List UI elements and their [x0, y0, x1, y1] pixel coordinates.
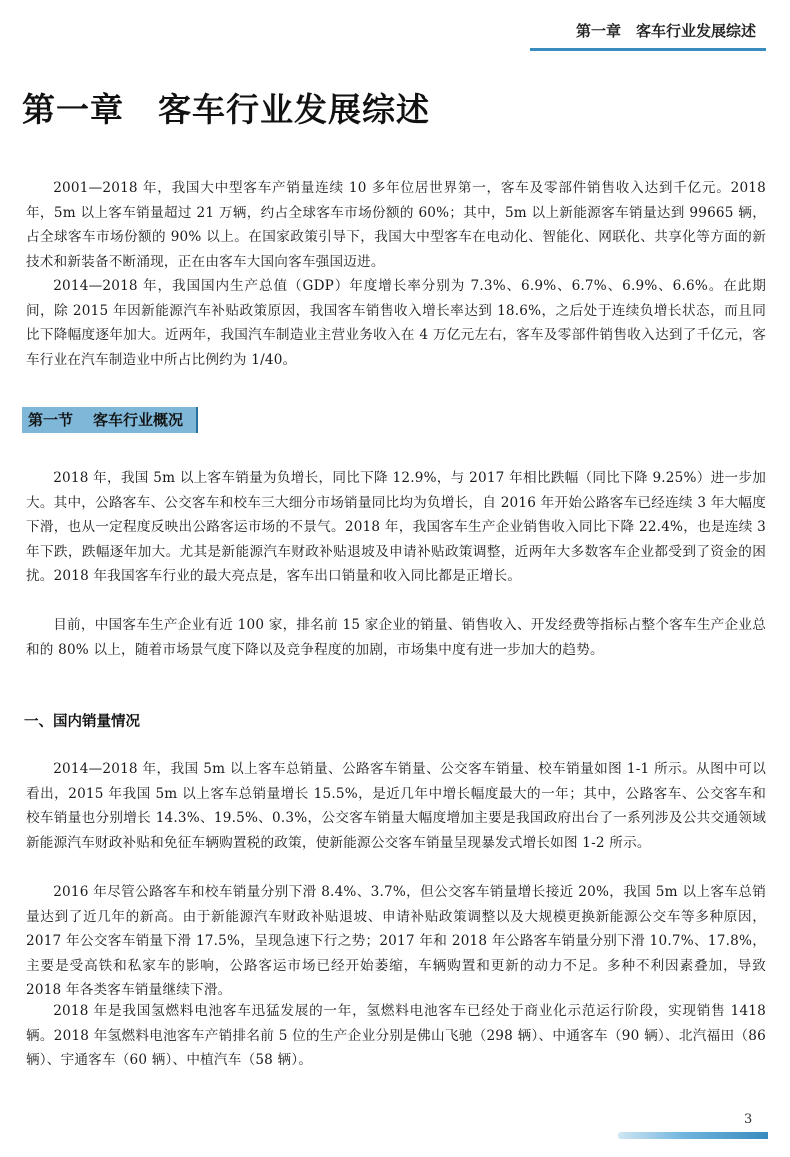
- subsection-heading: 一、国内销量情况: [24, 714, 140, 730]
- page-number: 3: [744, 1112, 753, 1127]
- subsection-paragraph-2: 2016 年尽管公路客车和校车销量分别下滑 8.4%、3.7%，但公交客车销量增长接近 20%，我国 5m 以上客车总销量达到了近几年的新高。由于新能源汽车财政补贴退坡、申请补贴政策调整以及大规模更换新能源公交车等多种原因，2017 年公交客车销量下滑 17.5%，呈现急速下行之势；2017 年和 2018 年公路客车销量分别下滑 10.7%、17.8%，主要是受高铁和私家车的影响，公路客运市场已经开始萎缩，车辆购置和更新的动力不足。多种不利因素叠加，导致 2018 年各类客车销量继续下滑。: [26, 884, 766, 998]
- chapter-title-text: 客车行业发展综述: [158, 90, 430, 129]
- section-paragraph-2: 目前，中国客车生产企业有近 100 家，排名前 15 家企业的销量、销售收入、开发经费等指标占整个客车生产企业总和的 80% 以上，随着市场景气度下降以及竞争程度的加剧，市场集中度有进一步加大的趋势。: [26, 617, 766, 658]
- section-heading: [22, 407, 198, 433]
- intro-paragraph-2: 2014—2018 年，我国国内生产总值（GDP）年度增长率分别为 7.3%、6.9%、6.7%、6.9%、6.6%。在此期间，除 2015 年因新能源汽车补贴政策原因，我国客车销售收入增长率达到 18.6%，之后处于连续负增长状态，而且同比下降幅度逐年加大。近两年，我国汽车制造业主营业务收入在 4 万亿元左右，客车及零部件销售收入达到了千亿元，客车行业在汽车制造业中所占比例约为 1/40。: [26, 278, 766, 368]
- intro-paragraph-1: 2001—2018 年，我国大中型客车产销量连续 10 多年位居世界第一，客车及零部件销售收入达到千亿元。2018 年，5m 以上客车销量超过 21 万辆，约占全球客车市场份额的 60%；其中，5m 以上新能源客车销量达到 99665 辆，占全球客车市场份额的 90% 以上。在国家政策引导下，我国大中型客车在电动化、智能化、网联化、共享化等方面的新技术和新装备不断涌现，正在由客车大国向客车强国迈进。: [26, 180, 766, 270]
- running-header: 第一章 客车行业发展综述: [575, 22, 756, 40]
- section-number: 第一节: [28, 411, 74, 429]
- chapter-number: 第一章: [22, 90, 124, 129]
- section-title: 客车行业概况: [93, 411, 184, 429]
- subsection-paragraph-1: 2014—2018 年，我国 5m 以上客车总销量、公路客车销量、公交客车销量、校车销量如图 1-1 所示。从图中可以看出，2015 年我国 5m 以上客车总销量增长 15.5%，是近几年中增长幅度最大的一年；其中，公路客车、公交客车和校车销量也分别增长 14.3%、19.5%、0.3%，公交客车销量大幅度增加主要是我国政府出台了一系列涉及公共交通领域新能源汽车财政补贴和免征车辆购置税的政策，使新能源公交客车销量呈现暴发式增长如图 1-2 所示。: [26, 761, 766, 851]
- footer-decorative-bar: [618, 1132, 768, 1139]
- subsection-paragraph-3: 2018 年是我国氢燃料电池客车迅猛发展的一年，氢燃料电池客车已经处于商业化示范运行阶段，实现销售 1418 辆。2018 年氢燃料电池客车产销排名前 5 位的生产企业分别是佛山飞驰（298 辆）、中通客车（90 辆）、北汽福田（86 辆）、宇通客车（60 辆）、中植汽车（58 辆）。: [26, 1003, 766, 1068]
- chapter-title: [22, 84, 430, 131]
- header-rule: [530, 48, 766, 51]
- section-paragraph-1: 2018 年，我国 5m 以上客车销量为负增长，同比下降 12.9%，与 2017 年相比跌幅（同比下降 9.25%）进一步加大。其中，公路客车、公交客车和校车三大细分市场销量同比均为负增长，自 2016 年开始公路客车已经连续 3 年大幅度下滑，也从一定程度反映出公路客运市场的不景气。2018 年，我国客车生产企业销售收入同比下降 22.4%，也是连续 3 年下跌，跌幅逐年加大。尤其是新能源汽车财政补贴退坡及申请补贴政策调整，近两年大多数客车企业都受到了资金的困扰。2018 年我国客车行业的最大亮点是，客车出口销量和收入同比都是正增长。: [26, 470, 766, 584]
